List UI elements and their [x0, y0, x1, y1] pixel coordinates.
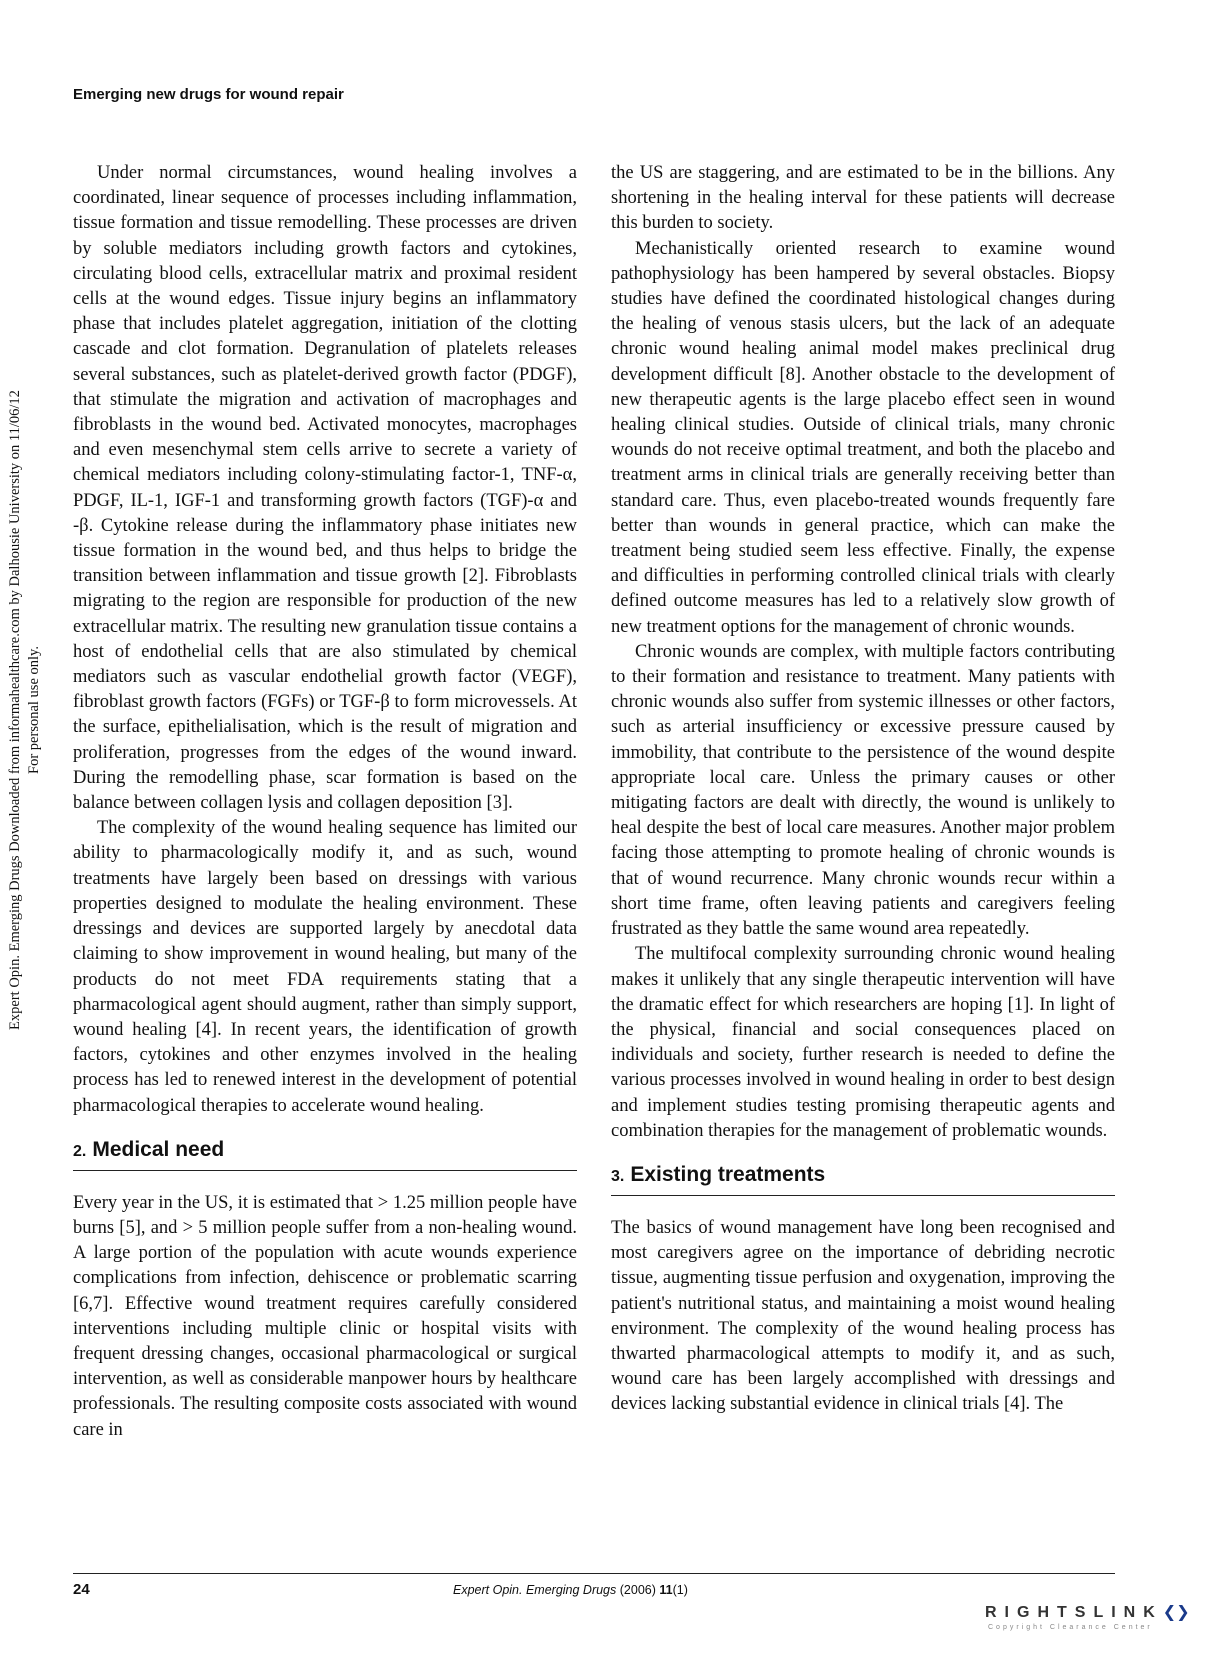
personal-use-line: For personal use only. [26, 646, 42, 774]
footer-divider [73, 1573, 1115, 1574]
body-paragraph: The complexity of the wound healing sequence has limited our ability to pharmacologically modify it, and as such, wound treatments have largely been based on dressings with various properties designed to modulate the healing environment. These dressings and devices are supported largely by anecdotal data claiming to show improvement in wound healing, but many of the products do not meet FDA requirements stating that a pharmacological agent should augment, rather than simply support, wound healing [4]. In recent years, the identification of growth factors, cytokines and other enzymes involved in the healing process has led to renewed interest in the development of potential pharmacological therapies to accelerate wound healing. [73, 818, 577, 1116]
section-heading-existing-treatments [611, 1163, 1115, 1196]
download-notice-line: Expert Opin. Emerging Drugs Downloaded from informahealthcare.com by Dalhousie University on 11/06/12 [7, 390, 23, 1030]
journal-name: Expert Opin. Emerging Drugs [453, 1583, 617, 1597]
journal-volume: 11 [659, 1583, 673, 1597]
section-title: Existing treatments [630, 1162, 826, 1186]
left-column [73, 161, 577, 1443]
body-paragraph: Chronic wounds are complex, with multiple factors contributing to their formation and resistance to treatment. Many patients with chronic wounds also suffer from systemic illnesses or other factors, such as arterial insufficiency or excessive pressure caused by immobility, that contribute to the persistence of the wound despite appropriate local care. Unless the primary causes or other mitigating factors are dealt with directly, the wound is unlikely to heal despite the best of local care measures. Another major problem facing those attempting to promote healing of chronic wounds is that of wound recurrence. Many chronic wounds recur within a short time frame, often leaving patients and caregivers feeling frustrated as they battle the same wound area repeatedly. [611, 641, 1115, 940]
section-number: 3. [611, 1167, 625, 1185]
rightslink-logo [985, 1602, 1190, 1622]
journal-citation [453, 1583, 688, 1597]
body-paragraph: The multifocal complexity surrounding chronic wound healing makes it unlikely that any single therapeutic intervention will have the dramatic effect for which researchers are hoping [1]. In light of the physical, financial and social consequences placed on individuals and society, further research is needed to define the various processes involved in wound healing in order to best design and implement studies testing promising therapeutic agents and combination therapies for the management of problematic wounds. [611, 944, 1115, 1141]
chevron-arrows-icon: ❮❯ [1162, 1604, 1190, 1621]
running-head: Emerging new drugs for wound repair [73, 86, 344, 103]
journal-year: (2006) [619, 1583, 656, 1597]
section-number: 2. [73, 1142, 87, 1160]
section-heading-medical-need [73, 1138, 577, 1171]
body-paragraph: Every year in the US, it is estimated that > 1.25 million people have burns [5], and > 5 million people suffer from a non-healing wound. A large portion of the population with acute wounds experience complications from infection, dehiscence or problematic scarring [6,7]. Effective wound treatment requires carefully considered interventions including multiple clinic or hospital visits with frequent dressing changes, occasional pharmacological or surgical intervention, as well as considerable manpower hours by healthcare professionals. The resulting composite costs associated with wound care in [73, 1192, 577, 1440]
body-paragraph: Under normal circumstances, wound healing involves a coordinated, linear sequence of processes including inflammation, tissue formation and tissue remodelling. These processes are driven by soluble mediators including growth factors and cytokines, circulating blood cells, extracellular matrix and proximal resident cells at the wound edges. Tissue injury begins an inflammatory phase that includes platelet aggregation, initiation of the clotting cascade and clot formation. Degranulation of platelets releases several substances, such as platelet-derived growth factor (PDGF), that stimulate the migration and activation of macrophages and fibroblasts in the wound bed. Activated monocytes, macrophages and even mesenchymal stem cells arrive to secrete a variety of chemical mediators including colony-stimulating factor-1, TNF-α, PDGF, IL-1, IGF-1 and transforming growth factors (TGF)-α and -β. Cytokine release during the inflammatory phase initiates new tissue formation in the wound bed, and thus helps to bridge the transition between inflammation and tissue growth [2]. Fibroblasts migrating to the region are responsible for production of the new extracellular matrix. The resulting new granulation tissue contains a host of endothelial cells that are also stimulated by chemical mediators such as vascular endothelial growth factor (VEGF), fibroblast growth factors (FGFs) or TGF-β to form microvessels. At the surface, epithelialisation, which is the result of migration and proliferation, progresses from the edges of the wound inward. During the remodelling phase, scar formation is based on the balance between collagen lysis and collagen deposition [3]. [73, 163, 577, 814]
rightslink-subtext: Copyright Clearance Center [988, 1624, 1153, 1631]
right-column [611, 161, 1115, 1418]
page-number: 24 [73, 1581, 90, 1598]
download-notice [6, 210, 44, 1210]
rightslink-text: RIGHTSLINK [985, 1604, 1163, 1621]
body-paragraph: The basics of wound management have long been recognised and most caregivers agree on the importance of debriding necrotic tissue, augmenting tissue perfusion and oxygenation, improving the patient's nutritional status, and maintaining a moist wound healing environment. The complexity of the wound healing process has thwarted pharmacological attempts to modify it, and as such, wound care has been largely accomplished with dressings and devices lacking substantial evidence in clinical trials [4]. The [611, 1217, 1115, 1415]
body-paragraph: Mechanistically oriented research to examine wound pathophysiology has been hampered by several obstacles. Biopsy studies have defined the coordinated histological changes during the healing of venous stasis ulcers, but the lack of an adequate chronic wound healing animal model makes preclinical drug development difficult [8]. Another obstacle to the development of new therapeutic agents is the large placebo effect seen in wound healing clinical studies. Outside of clinical trials, many chronic wounds do not receive optimal treatment, and both the placebo and treatment arms in clinical trials are generally receiving better than standard care. Thus, even placebo-treated wounds frequently fare better than wounds in general practice, which can make the treatment being studied seem less effective. Finally, the expense and difficulties in performing controlled clinical trials with clearly defined outcome measures has led to a relatively slow growth of new treatment options for the management of chronic wounds. [611, 238, 1115, 637]
journal-issue: (1) [672, 1583, 688, 1597]
body-paragraph: the US are staggering, and are estimated to be in the billions. Any shortening in the healing interval for these patients will decrease this burden to society. [611, 163, 1115, 234]
section-title: Medical need [92, 1137, 225, 1161]
